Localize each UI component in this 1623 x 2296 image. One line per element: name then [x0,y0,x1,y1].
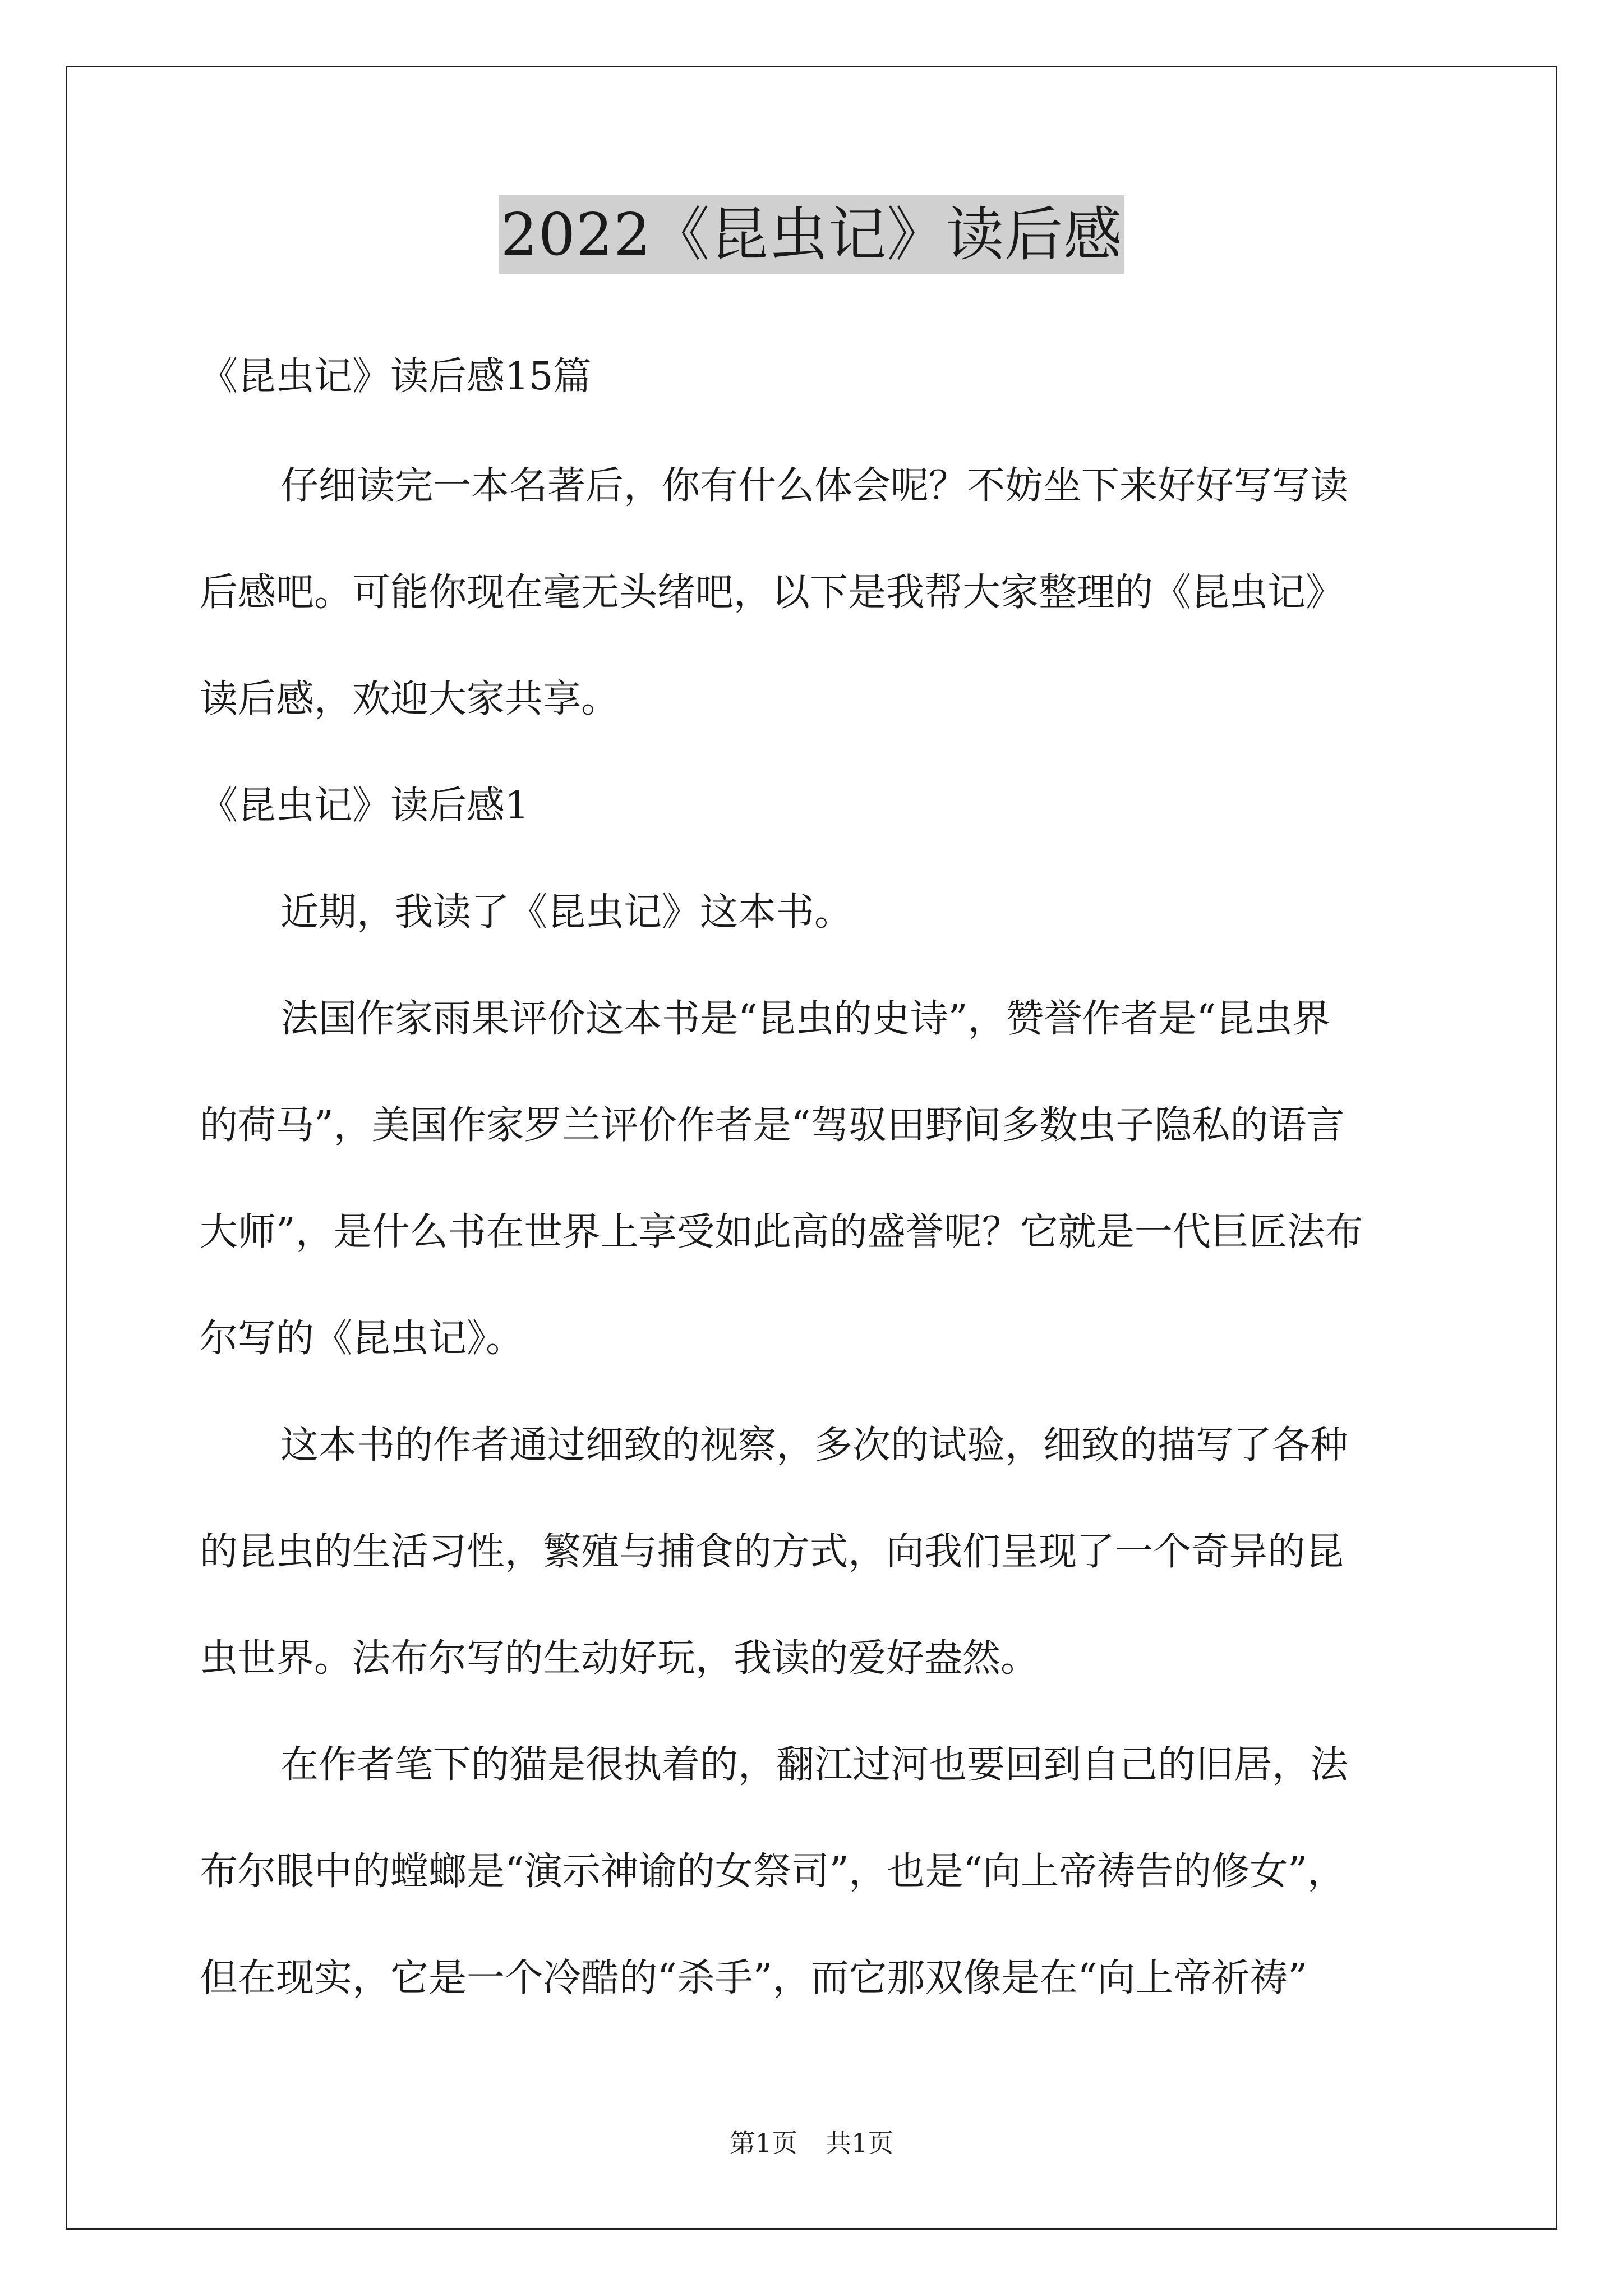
paragraph-line: 布尔眼中的螳螂是“演示神谕的女祭司”，也是“向上帝祷告的修女”， [200,1849,1346,1894]
paragraph-line: 在作者笔下的猫是很执着的，翻江过河也要回到自己的旧居，法 [280,1743,1349,1787]
paragraph-line: 仔细读完一本名著后，你有什么体会呢？不妨坐下来好好写写读 [280,464,1349,508]
paragraph-line: 近期，我读了《昆虫记》这本书。 [280,890,853,935]
page-number-total: 共1页 [826,2128,894,2158]
page-number-current: 第1页 [729,2128,797,2158]
paragraph-line: 尔写的《昆虫记》。 [200,1317,524,1361]
paragraph-line: 大师”，是什么书在世界上享受如此高的盛誉呢？它就是一代巨匠法布 [200,1210,1363,1254]
paragraph-line: 读后感，欢迎大家共享。 [200,677,620,721]
paragraph-line: 的荷马”，美国作家罗兰评价作者是“驾驭田野间多数虫子隐私的语言 [200,1103,1345,1148]
title-container [0,195,1623,274]
section-heading: 《昆虫记》读后感1 [200,784,529,828]
paragraph-line: 后感吧。可能你现在毫无头绪吧，以下是我帮大家整理的《昆虫记》 [200,570,1344,615]
paragraph-line: 的昆虫的生活习性，繁殖与捕食的方式，向我们呈现了一个奇异的昆 [200,1530,1344,1574]
page-footer [0,2126,1623,2160]
document-title: 2022《昆虫记》读后感 [499,195,1125,274]
paragraph-line: 但在现实，它是一个冷酷的“杀手”，而它那双像是在“向上帝祈祷” [200,1956,1308,2000]
paragraph-line: 虫世界。法布尔写的生动好玩，我读的爱好盎然。 [200,1636,1039,1681]
paragraph-line: 这本书的作者通过细致的视察，多次的试验，细致的描写了各种 [280,1423,1349,1467]
paragraph-line: 法国作家雨果评价这本书是“昆虫的史诗”，赞誉作者是“昆虫界 [280,997,1331,1041]
subtitle-line: 《昆虫记》读后感15篇 [200,355,592,399]
